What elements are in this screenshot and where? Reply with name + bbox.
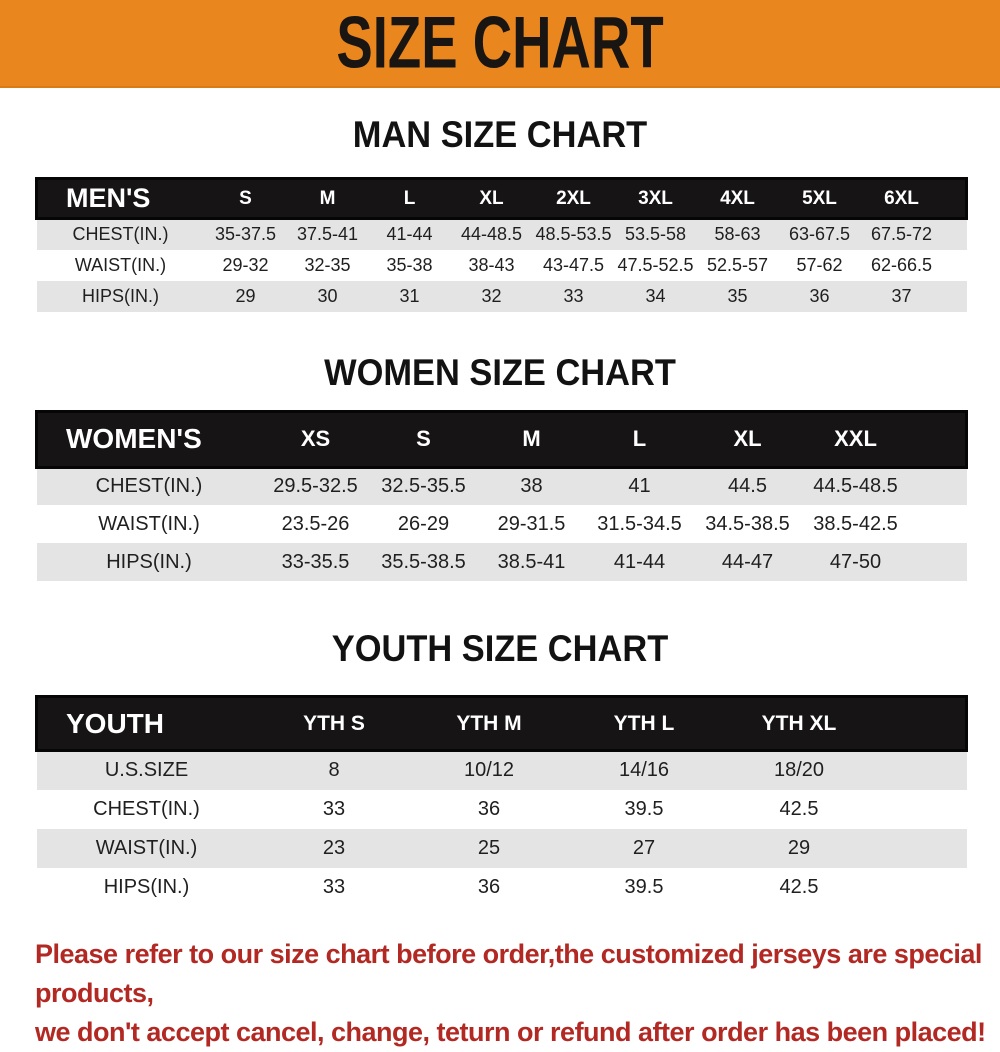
women-col-xxl: XXL bbox=[802, 411, 910, 467]
women-col-s: S bbox=[370, 411, 478, 467]
cell: 44.5-48.5 bbox=[813, 475, 898, 498]
youth-header-row bbox=[37, 697, 967, 751]
men-header-label: MEN'S bbox=[37, 179, 205, 219]
cell: 63-67.5 bbox=[788, 224, 851, 245]
cell: 62-66.5 bbox=[870, 254, 933, 275]
cell-spacer bbox=[910, 467, 967, 505]
cell: 35 bbox=[727, 285, 748, 306]
youth-col-spacer bbox=[877, 697, 967, 751]
men-col-3xl: 3XL bbox=[615, 179, 697, 219]
cell: 32 bbox=[481, 285, 502, 306]
women-chest-row bbox=[37, 467, 967, 505]
cell: 33 bbox=[322, 875, 346, 898]
women-hips-row bbox=[37, 543, 967, 581]
cell: 37 bbox=[891, 285, 912, 306]
cell-spacer bbox=[910, 543, 967, 581]
women-col-m: M bbox=[478, 411, 586, 467]
cell: 44-48.5 bbox=[460, 224, 523, 245]
cell-spacer bbox=[877, 868, 967, 907]
cell: 35-38 bbox=[386, 254, 433, 275]
row-label: WAIST(IN.) bbox=[98, 512, 200, 535]
row-label: CHEST(IN.) bbox=[95, 475, 203, 498]
row-label: HIPS(IN.) bbox=[106, 550, 192, 573]
cell: 31.5-34.5 bbox=[597, 512, 682, 535]
cell: 67.5-72 bbox=[870, 224, 933, 245]
man-size-table bbox=[35, 177, 968, 312]
youth-waist-row bbox=[37, 829, 967, 868]
cell: 37.5-41 bbox=[296, 224, 359, 245]
cell-spacer bbox=[943, 281, 967, 312]
cell: 23.5-26 bbox=[281, 512, 350, 535]
row-label: HIPS(IN.) bbox=[103, 875, 190, 898]
youth-ussize-row bbox=[37, 751, 967, 790]
cell: 39.5 bbox=[624, 875, 664, 898]
cell: 38.5-42.5 bbox=[813, 512, 898, 535]
cell-spacer bbox=[877, 790, 967, 829]
cell-spacer bbox=[943, 250, 967, 281]
women-col-spacer bbox=[910, 411, 967, 467]
cell: 34 bbox=[645, 285, 666, 306]
row-label: CHEST(IN.) bbox=[72, 224, 169, 245]
youth-chest-row bbox=[37, 790, 967, 829]
women-col-l: L bbox=[586, 411, 694, 467]
men-col-6xl: 6XL bbox=[861, 179, 943, 219]
cell: 29 bbox=[787, 836, 811, 859]
cell: 41-44 bbox=[386, 224, 433, 245]
women-size-chart-heading: WOMEN SIZE CHART bbox=[324, 351, 676, 393]
cell: 43-47.5 bbox=[542, 254, 605, 275]
cell: 41-44 bbox=[613, 550, 666, 573]
cell: 41 bbox=[628, 475, 651, 498]
cell: 33 bbox=[563, 285, 584, 306]
women-header-row bbox=[37, 411, 967, 467]
youth-size-chart-heading: YOUTH SIZE CHART bbox=[331, 628, 669, 669]
cell: 39.5 bbox=[624, 797, 664, 820]
cell: 34.5-38.5 bbox=[705, 512, 790, 535]
men-waist-row bbox=[37, 250, 967, 281]
men-col-s: S bbox=[205, 179, 287, 219]
women-size-table bbox=[35, 410, 968, 582]
man-size-chart-heading: MAN SIZE CHART bbox=[352, 114, 648, 155]
men-col-l: L bbox=[369, 179, 451, 219]
men-hips-row bbox=[37, 281, 967, 312]
size-chart-banner bbox=[0, 0, 1000, 88]
youth-col-xl: YTH XL bbox=[722, 697, 877, 751]
row-label: U.S.SIZE bbox=[104, 759, 189, 782]
men-col-2xl: 2XL bbox=[533, 179, 615, 219]
women-header-label: WOMEN'S bbox=[37, 411, 262, 467]
cell: 29.5-32.5 bbox=[273, 475, 358, 498]
cell: 27 bbox=[632, 836, 656, 859]
cell-spacer bbox=[943, 219, 967, 250]
cell: 36 bbox=[477, 797, 501, 820]
cell: 8 bbox=[328, 759, 340, 782]
cell: 26-29 bbox=[397, 512, 450, 535]
men-col-xl: XL bbox=[451, 179, 533, 219]
men-col-5xl: 5XL bbox=[779, 179, 861, 219]
cell: 35-37.5 bbox=[214, 224, 277, 245]
cell: 44-47 bbox=[721, 550, 774, 573]
cell: 47.5-52.5 bbox=[617, 254, 694, 275]
cell: 52.5-57 bbox=[706, 254, 769, 275]
cell: 42.5 bbox=[779, 875, 819, 898]
cell: 32.5-35.5 bbox=[381, 475, 466, 498]
cell-spacer bbox=[877, 829, 967, 868]
women-col-xs: XS bbox=[262, 411, 370, 467]
cell: 38.5-41 bbox=[497, 550, 566, 573]
footnote bbox=[35, 935, 1000, 1052]
cell: 44.5 bbox=[728, 475, 767, 498]
youth-col-l: YTH L bbox=[567, 697, 722, 751]
men-col-spacer bbox=[943, 179, 967, 219]
youth-size-table bbox=[35, 695, 968, 907]
cell: 57-62 bbox=[796, 254, 843, 275]
cell: 35.5-38.5 bbox=[381, 550, 466, 573]
footnote-line-2: we don't accept cancel, change, teturn or refund after order has been placed! bbox=[35, 1016, 986, 1047]
youth-header-label: YOUTH bbox=[37, 697, 257, 751]
row-label: WAIST(IN.) bbox=[95, 836, 198, 859]
cell: 48.5-53.5 bbox=[535, 224, 612, 245]
youth-hips-row bbox=[37, 868, 967, 907]
cell: 31 bbox=[399, 285, 420, 306]
cell: 36 bbox=[477, 875, 501, 898]
cell: 25 bbox=[477, 836, 501, 859]
cell: 29 bbox=[235, 285, 256, 306]
youth-col-m: YTH M bbox=[412, 697, 567, 751]
cell: 38-43 bbox=[468, 254, 515, 275]
row-label: HIPS(IN.) bbox=[81, 285, 159, 306]
cell: 29-32 bbox=[222, 254, 269, 275]
men-col-4xl: 4XL bbox=[697, 179, 779, 219]
cell: 29-31.5 bbox=[497, 512, 566, 535]
cell: 42.5 bbox=[779, 797, 819, 820]
footnote-line-1: Please refer to our size chart before order,the customized jerseys are special products, bbox=[35, 938, 982, 1008]
cell: 47-50 bbox=[829, 550, 882, 573]
cell-spacer bbox=[877, 751, 967, 790]
cell: 36 bbox=[809, 285, 830, 306]
men-col-m: M bbox=[287, 179, 369, 219]
cell: 58-63 bbox=[714, 224, 761, 245]
cell: 18/20 bbox=[773, 759, 825, 782]
youth-col-s: YTH S bbox=[257, 697, 412, 751]
banner-title: SIZE CHART bbox=[336, 2, 664, 84]
cell: 33 bbox=[322, 797, 346, 820]
cell: 10/12 bbox=[463, 759, 515, 782]
cell: 33-35.5 bbox=[281, 550, 350, 573]
cell: 53.5-58 bbox=[624, 224, 687, 245]
women-col-xl: XL bbox=[694, 411, 802, 467]
men-header-row bbox=[37, 179, 967, 219]
women-waist-row bbox=[37, 505, 967, 543]
row-label: CHEST(IN.) bbox=[93, 797, 200, 820]
row-label: WAIST(IN.) bbox=[74, 254, 167, 275]
men-chest-row bbox=[37, 219, 967, 250]
cell: 14/16 bbox=[618, 759, 670, 782]
cell-spacer bbox=[910, 505, 967, 543]
cell: 23 bbox=[322, 836, 346, 859]
cell: 30 bbox=[317, 285, 338, 306]
cell: 32-35 bbox=[304, 254, 351, 275]
cell: 38 bbox=[520, 475, 543, 498]
